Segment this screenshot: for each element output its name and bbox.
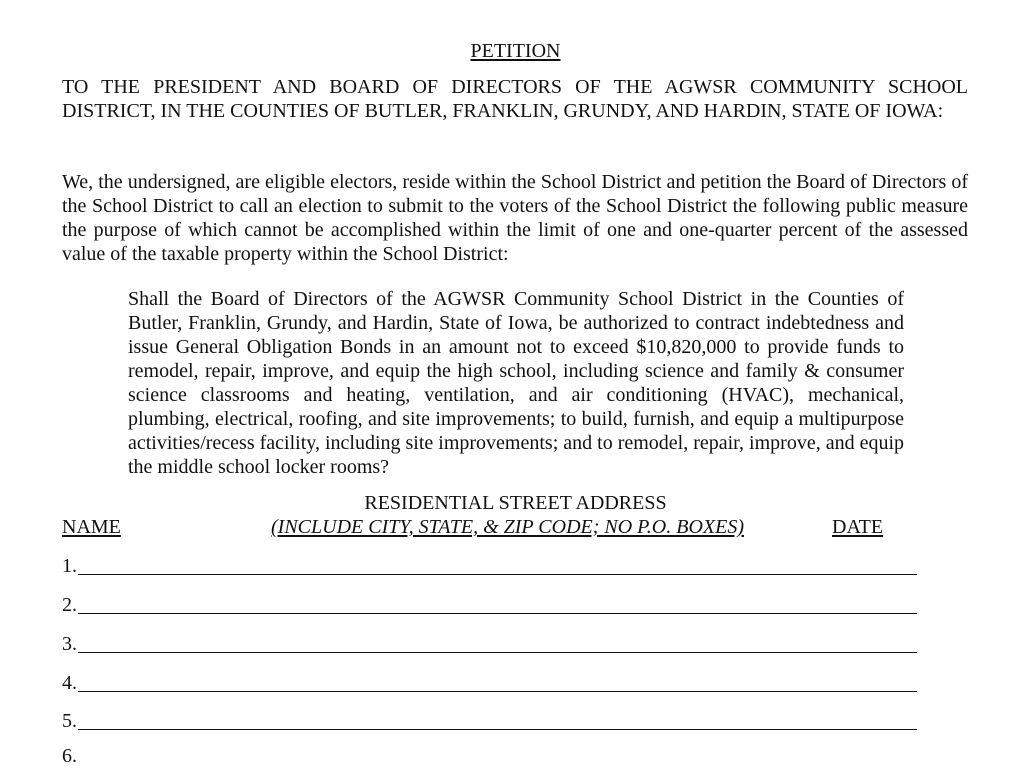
signature-line[interactable] <box>62 670 917 694</box>
ballot-measure-paragraph: Shall the Board of Directors of the AGWSR Community School District in the Counties of Butler, Franklin, Grundy, and Hardin, State of Iowa, be authorized to contract indebtedness and issue General Obligation Bonds in an amount not to exceed $10,820,000 to provide funds to remodel, repair, improve, and equip the high school, including science and family & consumer science classrooms and heating, ventilation, and air conditioning (HVAC), mechanical, plumbing, electrical, roofing, and site improvements; to build, furnish, and equip a multipurpose activities/recess facility, including site improvements; and to remodel, repair, improve, and equip the middle school locker rooms? <box>128 288 905 478</box>
name-column-header: NAME <box>62 516 121 538</box>
signature-rule <box>78 574 917 575</box>
intro-paragraph: We, the undersigned, are eligible electors, reside within the School District and petition the Board of Directors of the School District to call an election to submit to the voters of the School District the following public measure the purpose of which cannot be accomplished within the limit of one and one-quarter percent of the assessed value of the taxable property within the School District: <box>62 171 968 265</box>
signature-rule <box>78 652 917 653</box>
signature-rule <box>78 729 917 730</box>
signature-line[interactable] <box>62 631 917 655</box>
signature-line-number: 1. <box>62 555 77 577</box>
signature-line[interactable] <box>62 743 917 767</box>
signature-line[interactable] <box>62 553 917 577</box>
document-title: PETITION <box>470 40 561 62</box>
signature-line-number: 2. <box>62 594 77 616</box>
address-column-header: RESIDENTIAL STREET ADDRESS <box>364 492 667 514</box>
date-column-header: DATE <box>832 516 884 538</box>
signature-line-number: 5. <box>62 710 77 732</box>
addressee-paragraph: TO THE PRESIDENT AND BOARD OF DIRECTORS OF THE AGWSR COMMUNITY SCHOOL DISTRICT, IN THE COUNTIES OF BUTLER, FRANKLIN, GRUNDY, AND HARDIN, STATE OF IOWA: <box>62 76 968 122</box>
signature-line-number: 6. <box>62 745 77 767</box>
address-instructions-header: (INCLUDE CITY, STATE, & ZIP CODE; NO P.O. BOXES) <box>271 516 745 538</box>
signature-rule <box>78 691 917 692</box>
signature-line-number: 3. <box>62 633 77 655</box>
signature-line[interactable] <box>62 592 917 616</box>
signature-rule <box>78 613 917 614</box>
signature-line[interactable] <box>62 708 917 732</box>
signature-line-number: 4. <box>62 672 77 694</box>
